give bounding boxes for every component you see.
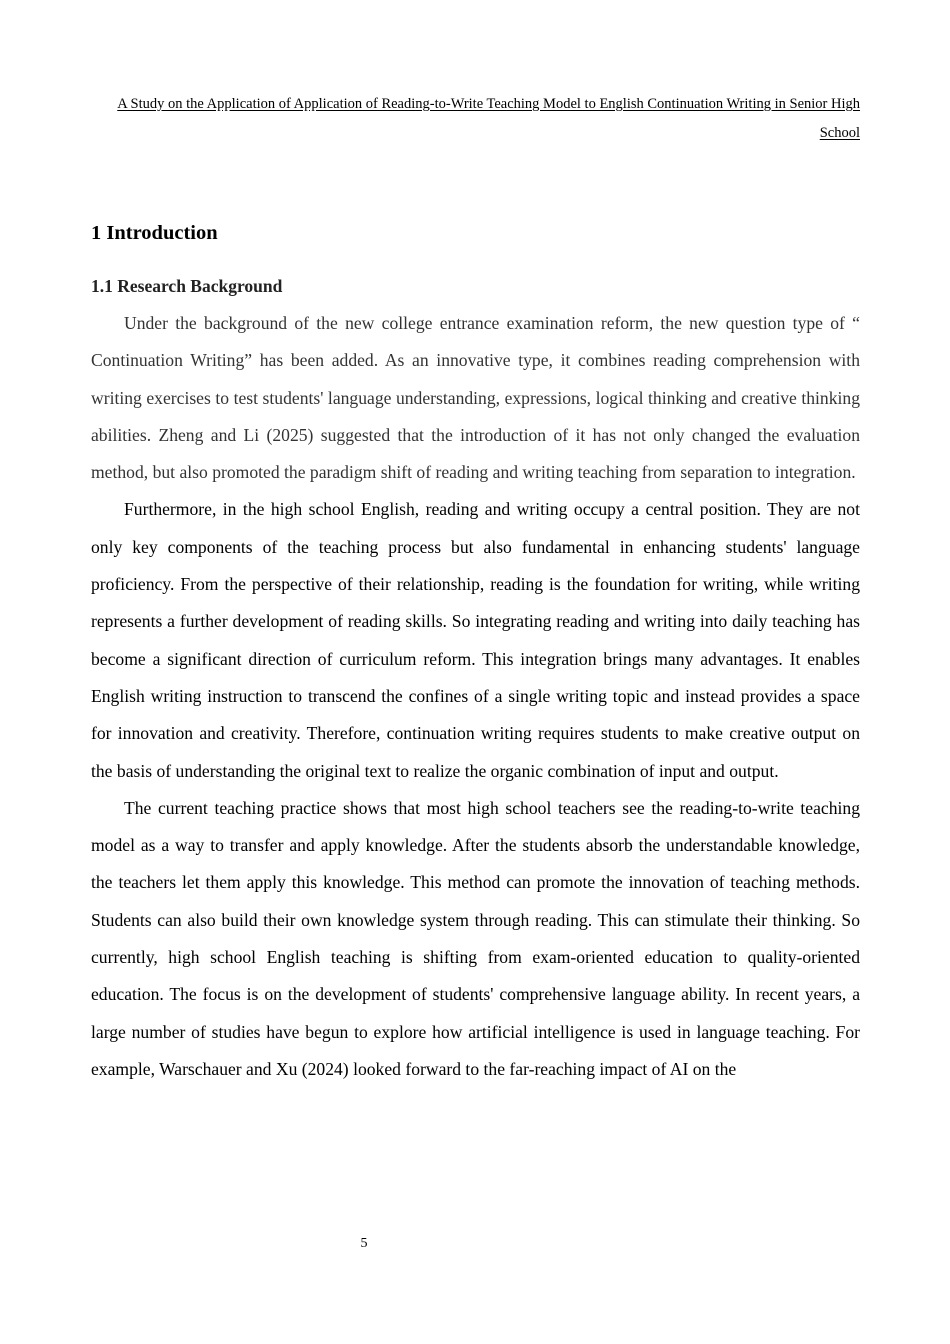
paragraph-1: Under the background of the new college entrance examination reform, the new question type of “ Continuation Writing” has been added. As an innovative type, it combines reading comprehension with writing exercises to test students' language understanding, expressions, logical thinking and creative thinking abilities. Zheng and Li (2025) suggested that the introduction of it has not only changed the evaluation method, but also promoted the paradigm shift of reading and writing teaching from separation to integration. [91, 313, 860, 483]
running-header [91, 90, 860, 148]
running-header-title: A Study on the Application of Application of Reading-to-Write Teaching Model to English Continuation Writing in Senior High School [117, 96, 860, 141]
section-heading: 1 Introduction [91, 222, 218, 244]
paragraph-3: The current teaching practice shows that most high school teachers see the reading-to-write teaching model as a way to transfer and apply knowledge. After the students absorb the understandable knowledge, the teachers let them apply this knowledge. This method can promote the innovation of teaching methods. Students can also build their own knowledge system through reading. This can stimulate their thinking. So currently, high school English teaching is shifting from exam-oriented education to quality-oriented education. The focus is on the development of students' comprehensive language ability. In recent years, a large number of studies have begun to explore how artificial intelligence is used in language teaching. For example, Warschauer and Xu (2024) looked forward to the far-reaching impact of AI on the [91, 797, 860, 1079]
paragraph-2: Furthermore, in the high school English, reading and writing occupy a central position. They are not only key components of the teaching process but also fundamental in enhancing students' language proficiency. From the perspective of their relationship, reading is the foundation for writing, while writing represents a further development of reading skills. So integrating reading and writing into daily teaching has become a significant direction of curriculum reform. This integration brings many advantages. It enables English writing instruction to transcend the confines of a single writing topic and instead provides a space for innovation and creativity. Therefore, continuation writing requires students to make creative output on the basis of understanding the original text to realize the organic combination of input and output. [91, 499, 860, 781]
body-text [91, 305, 860, 1088]
subsection-heading: 1.1 Research Background [91, 276, 283, 296]
page-number: 5 [360, 1236, 368, 1251]
